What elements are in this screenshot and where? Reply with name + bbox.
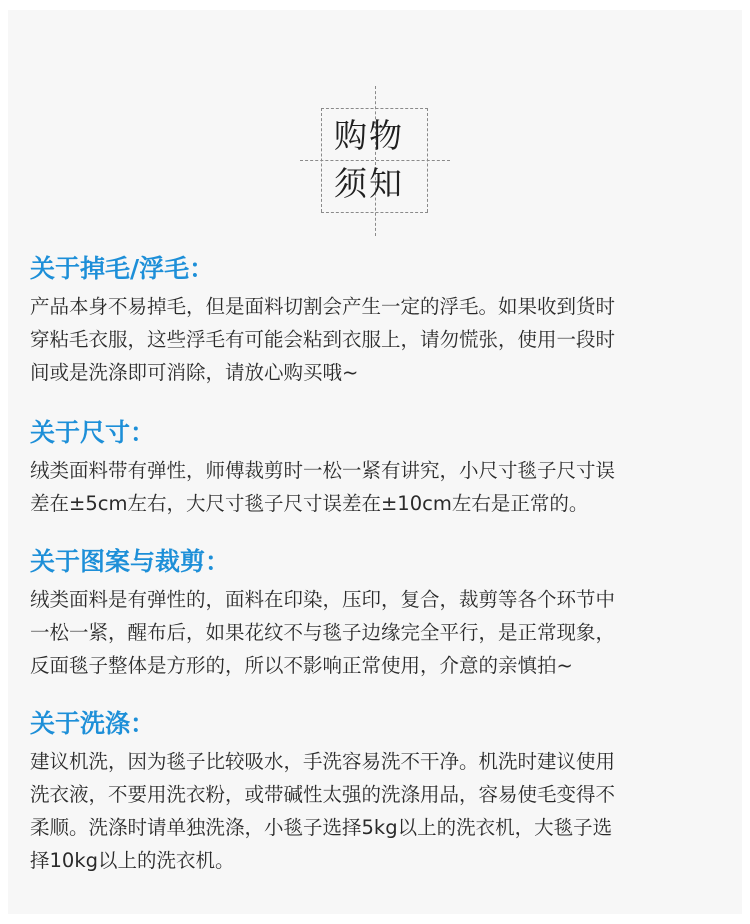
section-heading: 关于图案与裁剪：	[30, 547, 231, 576]
section-size	[30, 416, 730, 520]
body-line: 绒类面料带有弹性，师傅裁剪时一松一紧有讲究，小尺寸毯子尺寸误	[30, 459, 616, 482]
body-line: 差在±5cm左右，大尺寸毯子尺寸误差在±10cm左右是正常的。	[30, 492, 589, 515]
body-line: 产品本身不易掉毛，但是面料切割会产生一定的浮毛。如果收到货时	[30, 295, 616, 318]
body-line: 一松一紧，醒布后，如果花纹不与毯子边缘完全平行，是正常现象，	[30, 621, 616, 644]
body-line: 洗衣液，不要用洗衣粉，或带碱性太强的洗涤用品，容易使毛变得不	[30, 783, 616, 806]
body-line: 绒类面料是有弹性的，面料在印染，压印，复合，裁剪等各个环节中	[30, 588, 616, 611]
section-body	[30, 454, 730, 520]
body-line: 建议机洗，因为毯子比较吸水，手洗容易洗不干净。机洗时建议使用	[30, 750, 616, 773]
section-body	[30, 290, 730, 389]
section-washing	[30, 707, 730, 877]
section-pattern-cutting	[30, 545, 730, 682]
body-line: 间或是洗涤即可消除，请放心购买哦~	[30, 361, 359, 384]
frame-line-middle	[300, 160, 450, 161]
section-heading: 关于洗涤：	[30, 709, 156, 738]
section-body	[30, 745, 730, 877]
title-line-1: 购物	[334, 116, 404, 155]
section-heading: 关于尺寸：	[30, 418, 156, 447]
body-line: 择10kg以上的洗衣机。	[30, 849, 235, 872]
title-line-2: 须知	[334, 164, 404, 203]
frame-line-bottom	[321, 212, 428, 213]
body-line: 反面毯子整体是方形的，所以不影响正常使用，介意的亲慎拍~	[30, 654, 573, 677]
section-heading: 关于掉毛/浮毛：	[30, 254, 215, 283]
section-shedding	[30, 252, 730, 389]
title-block	[0, 0, 750, 240]
frame-line-top	[321, 108, 428, 109]
body-line: 穿粘毛衣服，这些浮毛有可能会粘到衣服上，请勿慌张，使用一段时	[30, 328, 616, 351]
body-line: 柔顺。洗涤时请单独洗涤，小毯子选择5kg以上的洗衣机，大毯子选	[30, 816, 613, 839]
section-body	[30, 583, 730, 682]
